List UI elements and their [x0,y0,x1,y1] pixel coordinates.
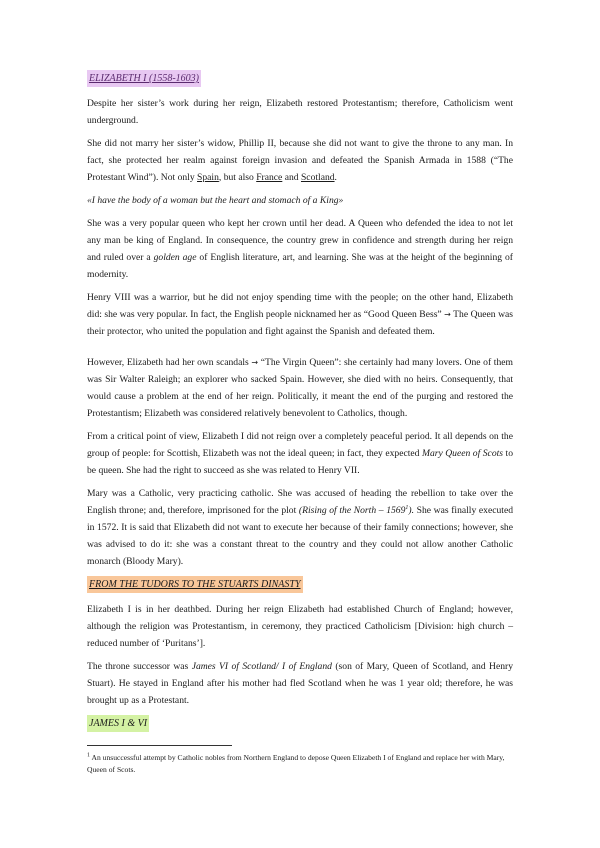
paragraph-4-text: Henry VIII was a warrior, but he did not enjoy spending time with the people; on the other hand, Elizabeth did: she was very popular. In fact, the English people nicknamed her as “Good Queen Bess” [87,292,513,320]
paragraph-3 [87,215,513,283]
section-heading-tudors-stuarts: FROM THE TUDORS TO THE STUARTS DINASTY [87,576,303,593]
paragraph-8: Elizabeth I is in her deathbed. During her reign Elizabeth had established Church of England; however, although the religion was Protestantism, in ceremony, they practiced Catholicism [Division: high church – reduced number of ‘Puritans’]. [87,604,513,649]
mary-queen-of-scots-term: Mary Queen of Scots [421,448,504,459]
link-france: France [256,172,283,183]
paragraph-2-text: She did not marry her sister’s widow, Phillip II, because she did not want to give the throne to any man. In fact, she protected her realm against foreign invasion and defeated the Spanish Armada in 1588 (“The Protestant Wind”). Not only [87,138,513,183]
quote: «I have the body of a woman but the heart and stomach of a King» [87,195,344,206]
paragraph-7 [87,485,513,570]
paragraph-6-end: to be queen. She had the right to succeed as she was related to Henry VII. [87,448,513,476]
link-scotland: Scotland [300,172,335,183]
paragraph-9-text: The throne successor was [87,661,192,672]
paragraph-6-text: From a critical point of view, Elizabeth I did not reign over a completely peaceful period. It all depends on the group of people: for Scottish, Elizabeth was not the ideal queen; in fact, they expected [87,431,513,459]
james-vi-term: James VI of Scotland/ I of England [191,661,332,672]
paragraph-7-text: Mary was a Catholic, very practicing catholic. She was accused of heading the rebellion to take over the English throne; and, therefore, imprisoned for the plot [87,488,513,516]
link-spain: Spain [197,172,219,183]
footnote-divider [87,745,232,746]
paragraph-3-text: She was a very popular queen who kept her crown until her dead. A Queen who defended the idea to not let any man be king of England. In consequence, the country grew in confidence and strength during her reign and ruled over a [87,218,513,263]
paragraph-4-end: The Queen was their protector, who united the population and fight against the Spanish and defeated them. [87,309,513,337]
arrow-icon: → [444,310,451,319]
golden-age-term: golden age [153,252,197,263]
section-heading-james: JAMES I & VI [87,715,149,732]
paragraph-3-end: of English literature, art, and learning. She was at the height of the beginning of modernity. [87,252,513,280]
rising-of-the-north-term [299,505,414,516]
footnote-ref[interactable]: 1 [405,504,409,511]
paragraph-4 [87,289,513,340]
paragraph-7-end: She was finally executed in 1572. It is said that Elizabeth did not want to execute her because of their family connections; however, she was advised to do it: she was a constant threat to the country and they could not allow another Catholic monarch (Bloody Mary). [87,505,513,567]
paragraph-2-end: . [334,172,337,183]
section-heading-elizabeth: ELIZABETH I (1558-1603) [87,70,201,87]
footnote-number: 1 [87,752,90,759]
paragraph-2-and: and [282,172,301,183]
paragraph-5 [87,354,513,422]
footnote-text: An unsuccessful attempt by Catholic nobles from Northern England to depose Queen Elizabeth I of England and replace her with Mary, Queen of Scots. [87,753,505,774]
paragraph-1: Despite her sister’s work during her reign, Elizabeth restored Protestantism; therefore, Catholicism went underground. [87,98,513,126]
arrow-icon: → [251,358,259,367]
paragraph-2-mid: , but also [218,172,257,183]
paragraph-9-end: (son of Mary, Queen of Scotland, and Henry Stuart). He stayed in England after his mother had fled Scotland when he was 1 year old; therefore, he was brought up as a Protestant. [87,661,513,706]
paragraph-5-end: “The Virgin Queen”: she certainly had many lovers. One of them was Sir Walter Raleigh; an explorer who sacked Spain. However, she died with no heirs. Consequently, that would cause a problem at the end of her reign. Politically, it meant the end of the purging and restored the Protestantism; Elizabeth was considered relatively benevolent to Catholics, though. [87,357,513,419]
paragraph-5-text: However, Elizabeth had her own scandals [87,357,252,368]
footnote [87,752,513,776]
rising-text: (Rising of the North – 1569 [298,505,406,516]
rising-close: ). [408,505,414,516]
paragraph-9 [87,658,513,709]
paragraph-2 [87,135,513,186]
paragraph-6 [87,428,513,479]
